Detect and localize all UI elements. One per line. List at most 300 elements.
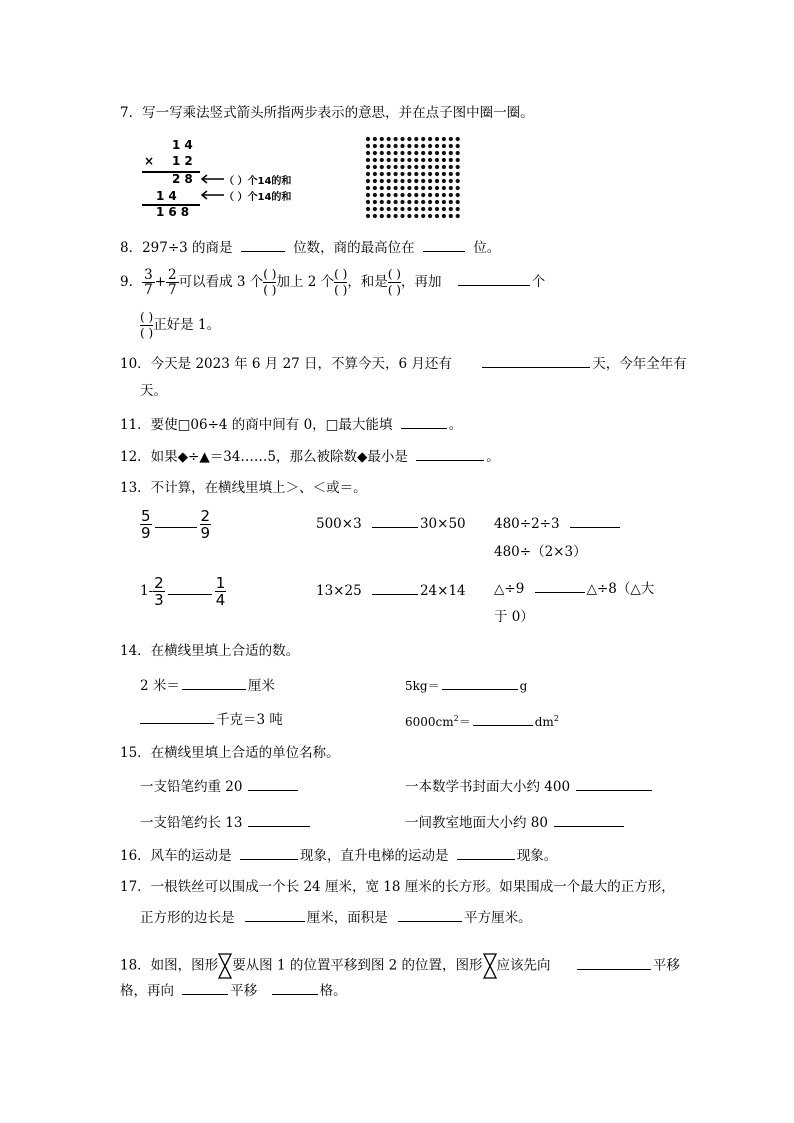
q16-line — [120, 845, 557, 866]
q17-text-c: 厘米，面积是 — [306, 910, 388, 926]
q13-r2c2 — [316, 580, 466, 601]
dot — [366, 193, 370, 197]
dot — [421, 158, 425, 162]
q15-blank-2[interactable] — [576, 776, 652, 791]
q14-d-sup-2: 2 — [553, 714, 559, 723]
q18-blank-1[interactable] — [577, 955, 651, 970]
q9-text-f: 正好是 1。 — [153, 317, 221, 333]
q18-blank-2[interactable] — [182, 980, 228, 995]
q10-line-2: 天。 — [140, 383, 167, 399]
q14-b — [405, 675, 527, 696]
dot — [442, 200, 446, 204]
q15-a — [140, 776, 298, 797]
dot — [435, 144, 439, 148]
dot — [442, 158, 446, 162]
dot — [400, 137, 404, 141]
dot — [414, 151, 418, 155]
dot — [400, 165, 404, 169]
q9-text-e: 个 — [531, 274, 546, 290]
q8-text-c: 位。 — [473, 240, 501, 256]
q17-line-1: 17．一根铁丝可以围成一个长 24 厘米，宽 18 厘米的长方形。如果围成一个最大的正方形， — [120, 879, 675, 895]
dot — [414, 186, 418, 190]
dot — [387, 144, 391, 148]
dot — [456, 172, 460, 176]
q13-blank-6[interactable] — [535, 578, 585, 593]
dot — [400, 144, 404, 148]
dot — [442, 172, 446, 176]
dot — [449, 207, 453, 211]
dot — [449, 144, 453, 148]
dot — [387, 193, 391, 197]
dot — [435, 172, 439, 176]
arrow-icons — [198, 172, 226, 202]
dot — [387, 158, 391, 162]
dot — [435, 151, 439, 155]
dot — [394, 151, 398, 155]
dot — [428, 200, 432, 204]
dot — [373, 165, 377, 169]
dot — [394, 165, 398, 169]
mult-row-1: 14 — [172, 138, 197, 152]
dot — [373, 158, 377, 162]
q18-text-d: 平移 — [652, 957, 680, 974]
dot — [394, 179, 398, 183]
q13-blank-4[interactable] — [168, 580, 212, 595]
dot — [449, 179, 453, 183]
dot — [400, 151, 404, 155]
dot — [380, 186, 384, 190]
dot — [394, 207, 398, 211]
q13-r1c3 — [494, 513, 620, 534]
mult-row-2: 12 — [172, 154, 197, 168]
q9-text-d: ，再加 — [401, 274, 442, 290]
q8-blank-1[interactable] — [241, 237, 285, 252]
dot — [387, 172, 391, 176]
arrow-note-1: （ ）个14的和 — [224, 176, 292, 187]
dot — [414, 137, 418, 141]
q17-line-2 — [140, 907, 532, 928]
q14-blank-3[interactable] — [140, 709, 214, 724]
dot — [400, 172, 404, 176]
dot — [414, 179, 418, 183]
dot — [387, 165, 391, 169]
q15-b-text: 一本数学书封面大小约 400 — [405, 779, 571, 795]
q9-line-1 — [120, 265, 545, 299]
q9-plus: + — [154, 274, 166, 290]
q13-r2c3-cont: 于 0） — [494, 609, 534, 625]
dot — [407, 137, 411, 141]
dot — [435, 165, 439, 169]
q14-blank-1[interactable] — [182, 675, 246, 690]
dot — [373, 207, 377, 211]
dot — [414, 172, 418, 176]
q9-prefix: 9． — [120, 274, 143, 290]
dot — [442, 144, 446, 148]
q8-text-b: 位数，商的最高位在 — [293, 240, 415, 256]
q15-c — [140, 812, 310, 833]
q12-text-b: 。 — [486, 449, 500, 465]
dot — [380, 193, 384, 197]
q13-r1c2 — [316, 513, 466, 534]
q15-blank-4[interactable] — [554, 812, 624, 827]
dot — [428, 179, 432, 183]
dot — [380, 144, 384, 148]
dot — [421, 179, 425, 183]
dot — [407, 200, 411, 204]
mult-row-5: 168 — [156, 205, 194, 219]
dot — [387, 179, 391, 183]
dot — [414, 193, 418, 197]
dot — [407, 165, 411, 169]
q15-d — [405, 812, 624, 833]
dot — [428, 165, 432, 169]
q14-blank-4[interactable] — [473, 711, 533, 726]
q15-blank-1[interactable] — [248, 776, 298, 791]
q9-frac-2-7: $\frac{2}{7}$ — [168, 267, 177, 298]
dot — [428, 214, 432, 218]
dot — [442, 193, 446, 197]
dot — [449, 137, 453, 141]
q13-r1c2-right: 30×50 — [419, 516, 466, 532]
dot — [456, 137, 460, 141]
dot — [366, 158, 370, 162]
q10-text-b: 天，今年全年有 — [592, 356, 687, 372]
q14-a — [140, 675, 275, 696]
dot — [407, 193, 411, 197]
q9-text-a: 可以看成 3 个 — [178, 274, 264, 290]
dot — [414, 200, 418, 204]
q15-d-text: 一间教室地面大小约 80 — [405, 815, 548, 831]
frac-2-9: $\frac{2}{9}$ — [200, 507, 211, 542]
dot — [435, 193, 439, 197]
q13-r2c1-pre: 1- — [140, 583, 154, 599]
dot — [449, 172, 453, 176]
dot — [407, 144, 411, 148]
dot — [407, 186, 411, 190]
dot — [380, 172, 384, 176]
q9-blank[interactable] — [458, 271, 530, 286]
dot — [373, 193, 377, 197]
dot — [428, 207, 432, 211]
frac-2-3: $\frac{2}{3}$ — [154, 574, 164, 609]
q11-text-b: 。 — [448, 417, 463, 433]
q7-text: 7．写一写乘法竖式箭头所指两步表示的意思，并在点子图中圈一圈。 — [120, 105, 534, 121]
q15-blank-3[interactable] — [248, 812, 310, 827]
dot — [373, 214, 377, 218]
q9-answer-frac-2[interactable]: $\frac{( )}{( )}$ — [334, 267, 348, 297]
q16-blank-2[interactable] — [457, 845, 515, 860]
dot — [442, 214, 446, 218]
q13-r2c2-left: 13×25 — [316, 583, 362, 599]
dot — [394, 193, 398, 197]
dot — [387, 137, 391, 141]
q17-blank-2[interactable] — [398, 907, 462, 922]
q16-text-a: 16．风车的运动是 — [120, 848, 232, 864]
dot — [387, 214, 391, 218]
q13-r2c1 — [140, 573, 226, 609]
q13-blank-2[interactable] — [372, 513, 418, 528]
q13-r1c1 — [140, 506, 211, 542]
dot — [456, 165, 460, 169]
dot — [400, 214, 404, 218]
dot — [414, 165, 418, 169]
q18-text-b: 要从图 1 的位置平移到图 2 的位置，图形 — [232, 957, 483, 974]
dot — [456, 207, 460, 211]
q9-text-b: 加上 2 个 — [276, 274, 335, 290]
q18-text-g: 格。 — [319, 983, 347, 999]
q14-d — [405, 709, 559, 732]
q14-blank-2[interactable] — [442, 675, 518, 690]
dot — [449, 200, 453, 204]
dot — [421, 186, 425, 190]
q11-line — [120, 414, 462, 435]
dot — [421, 144, 425, 148]
dot — [380, 214, 384, 218]
q15-b — [405, 776, 652, 797]
dot — [435, 186, 439, 190]
dot — [407, 179, 411, 183]
q12-blank[interactable] — [416, 446, 484, 461]
q14-a-left: 2 米＝ — [140, 678, 180, 694]
dot — [442, 179, 446, 183]
dot — [400, 186, 404, 190]
dot — [428, 158, 432, 162]
dot — [428, 172, 432, 176]
dot — [366, 214, 370, 218]
q9-text-c: ，和是 — [347, 274, 388, 290]
dot — [428, 144, 432, 148]
q17-blank-1[interactable] — [245, 907, 305, 922]
dot — [380, 158, 384, 162]
q14-d-right: dm — [534, 715, 554, 729]
q9-answer-frac-3[interactable]: $\frac{( )}{( )}$ — [387, 267, 401, 297]
dot — [456, 158, 460, 162]
dot — [366, 137, 370, 141]
q9-line-2 — [140, 308, 220, 342]
q17-text-b: 正方形的边长是 — [140, 910, 235, 926]
q12-text-a: 12．如果◆÷▲＝34……5，那么被除数◆最小是 — [120, 449, 408, 465]
dot — [421, 172, 425, 176]
q13-blank-5[interactable] — [372, 580, 418, 595]
q18-text-c: 应该先向 — [496, 957, 551, 974]
q13-r2c2-right: 24×14 — [419, 583, 466, 599]
dot — [380, 165, 384, 169]
dot — [400, 158, 404, 162]
dot — [449, 151, 453, 155]
q14-title: 14．在横线里填上合适的数。 — [120, 643, 300, 659]
q11-text-a: 11．要使□06÷4 的商中间有 0，□最大能填 — [120, 417, 393, 433]
dot — [414, 207, 418, 211]
dot — [394, 158, 398, 162]
q9-answer-frac-1[interactable]: $\frac{( )}{( )}$ — [263, 267, 277, 297]
dot — [456, 193, 460, 197]
dot — [449, 165, 453, 169]
dot — [400, 207, 404, 211]
dot — [394, 214, 398, 218]
dot — [394, 200, 398, 204]
times-sign: × — [144, 154, 159, 168]
dot — [435, 179, 439, 183]
dot — [394, 186, 398, 190]
dot — [435, 158, 439, 162]
dot — [414, 144, 418, 148]
dot — [435, 214, 439, 218]
q13-blank-3[interactable] — [570, 513, 620, 528]
q13-r2c3-right: △÷8（△大 — [586, 581, 655, 597]
dot — [449, 193, 453, 197]
q14-b-right: g — [519, 679, 528, 693]
dot — [373, 200, 377, 204]
frac-5-9: $\frac{5}{9}$ — [141, 507, 151, 542]
dot — [407, 151, 411, 155]
q18-line-2 — [120, 980, 347, 1001]
q14-a-right: 厘米 — [247, 678, 275, 694]
dot — [407, 214, 411, 218]
q10-line-1 — [120, 353, 687, 374]
q9-answer-frac-4[interactable]: $\frac{( )}{( )}$ — [140, 310, 154, 340]
dot — [380, 207, 384, 211]
dot — [373, 137, 377, 141]
hourglass-icon-2 — [483, 952, 497, 980]
dot — [421, 137, 425, 141]
mult-row-3: 28 — [172, 172, 197, 186]
dot — [442, 207, 446, 211]
dot-grid[interactable] — [364, 135, 462, 221]
dot — [373, 186, 377, 190]
q12-line — [120, 446, 500, 467]
dot — [456, 179, 460, 183]
dot — [421, 165, 425, 169]
dot — [442, 186, 446, 190]
dot — [428, 137, 432, 141]
q13-r1c3-right: 480÷（2×3） — [494, 544, 587, 560]
dot — [387, 207, 391, 211]
dot — [373, 151, 377, 155]
q18-text-f: 平移 — [230, 983, 258, 999]
dot — [380, 200, 384, 204]
dot — [442, 151, 446, 155]
dot — [400, 179, 404, 183]
hourglass-icon — [218, 952, 232, 980]
q14-c-right: 千克＝3 吨 — [216, 712, 283, 728]
q14-c — [140, 709, 283, 730]
dot — [414, 214, 418, 218]
q15-c-text: 一支铅笔约长 13 — [140, 815, 243, 831]
arrow-note-2: （ ）个14的和 — [224, 192, 292, 203]
q18-blank-3[interactable] — [272, 980, 318, 995]
q16-text-c: 现象。 — [516, 848, 558, 864]
dot — [380, 179, 384, 183]
dot — [421, 200, 425, 204]
dot — [435, 200, 439, 204]
q14-d-sup-1: 2 — [453, 714, 459, 723]
dot — [456, 214, 460, 218]
dot — [428, 151, 432, 155]
q13-r2c3-left: △÷9 — [494, 581, 525, 597]
q15-a-text: 一支铅笔约重 20 — [140, 779, 243, 795]
q13-r2c3 — [494, 578, 654, 599]
dot — [449, 158, 453, 162]
mult-row-4: 14 — [156, 189, 181, 203]
dot — [435, 207, 439, 211]
q16-text-b: 现象，直升电梯的运动是 — [299, 848, 449, 864]
q18-line-1 — [120, 952, 680, 980]
dot — [394, 137, 398, 141]
dot — [442, 137, 446, 141]
dot — [373, 172, 377, 176]
dot — [366, 186, 370, 190]
dot — [421, 214, 425, 218]
q10-text-a: 10．今天是 2023 年 6 月 27 日，不算今天，6 月还有 — [120, 356, 452, 372]
dot — [366, 200, 370, 204]
q15-title: 15．在横线里填上合适的单位名称。 — [120, 745, 340, 761]
dot — [380, 151, 384, 155]
frac-1-4: $\frac{1}{4}$ — [215, 574, 226, 609]
dot — [421, 151, 425, 155]
dot — [373, 179, 377, 183]
dot — [400, 200, 404, 204]
q9-frac-3-7: $\frac{3}{7}$ — [144, 267, 153, 298]
q13-r1c2-left: 500×3 — [316, 516, 362, 532]
q16-blank-1[interactable] — [240, 845, 298, 860]
dot — [407, 207, 411, 211]
dot — [428, 186, 432, 190]
dot — [400, 193, 404, 197]
dot — [428, 193, 432, 197]
q14-b-left: 5kg＝ — [405, 679, 440, 693]
dot — [366, 165, 370, 169]
q14-d-left: 6000cm — [405, 715, 454, 729]
q18-text-a: 18．如图，图形 — [120, 957, 219, 974]
dot — [456, 144, 460, 148]
dot — [407, 172, 411, 176]
dot — [366, 172, 370, 176]
q13-title: 13．不计算，在横线里填上＞、＜或＝。 — [120, 480, 367, 496]
dot — [366, 151, 370, 155]
dot — [366, 179, 370, 183]
q8-line — [120, 237, 500, 258]
dot — [380, 137, 384, 141]
dot — [449, 186, 453, 190]
dot — [387, 186, 391, 190]
dot — [394, 144, 398, 148]
q13-r1c3-left: 480÷2÷3 — [494, 516, 560, 532]
dot — [387, 151, 391, 155]
q13-blank-1[interactable] — [155, 513, 197, 528]
dot — [366, 207, 370, 211]
q18-text-e: 格，再向 — [120, 983, 174, 999]
dot — [421, 193, 425, 197]
dot — [456, 200, 460, 204]
dot — [435, 137, 439, 141]
dot — [387, 200, 391, 204]
q14-d-eq: ＝ — [458, 715, 471, 729]
dot — [421, 207, 425, 211]
dot — [456, 186, 460, 190]
q8-blank-2[interactable] — [423, 237, 465, 252]
dot — [373, 144, 377, 148]
dot — [442, 165, 446, 169]
dot — [366, 144, 370, 148]
dot — [456, 151, 460, 155]
q10-blank-1[interactable] — [482, 353, 590, 368]
q8-text-a: 8．297÷3 的商是 — [120, 240, 233, 256]
q17-text-d: 平方厘米。 — [464, 910, 532, 926]
q11-blank[interactable] — [401, 414, 447, 429]
dot — [394, 172, 398, 176]
dot — [407, 158, 411, 162]
dot — [414, 158, 418, 162]
